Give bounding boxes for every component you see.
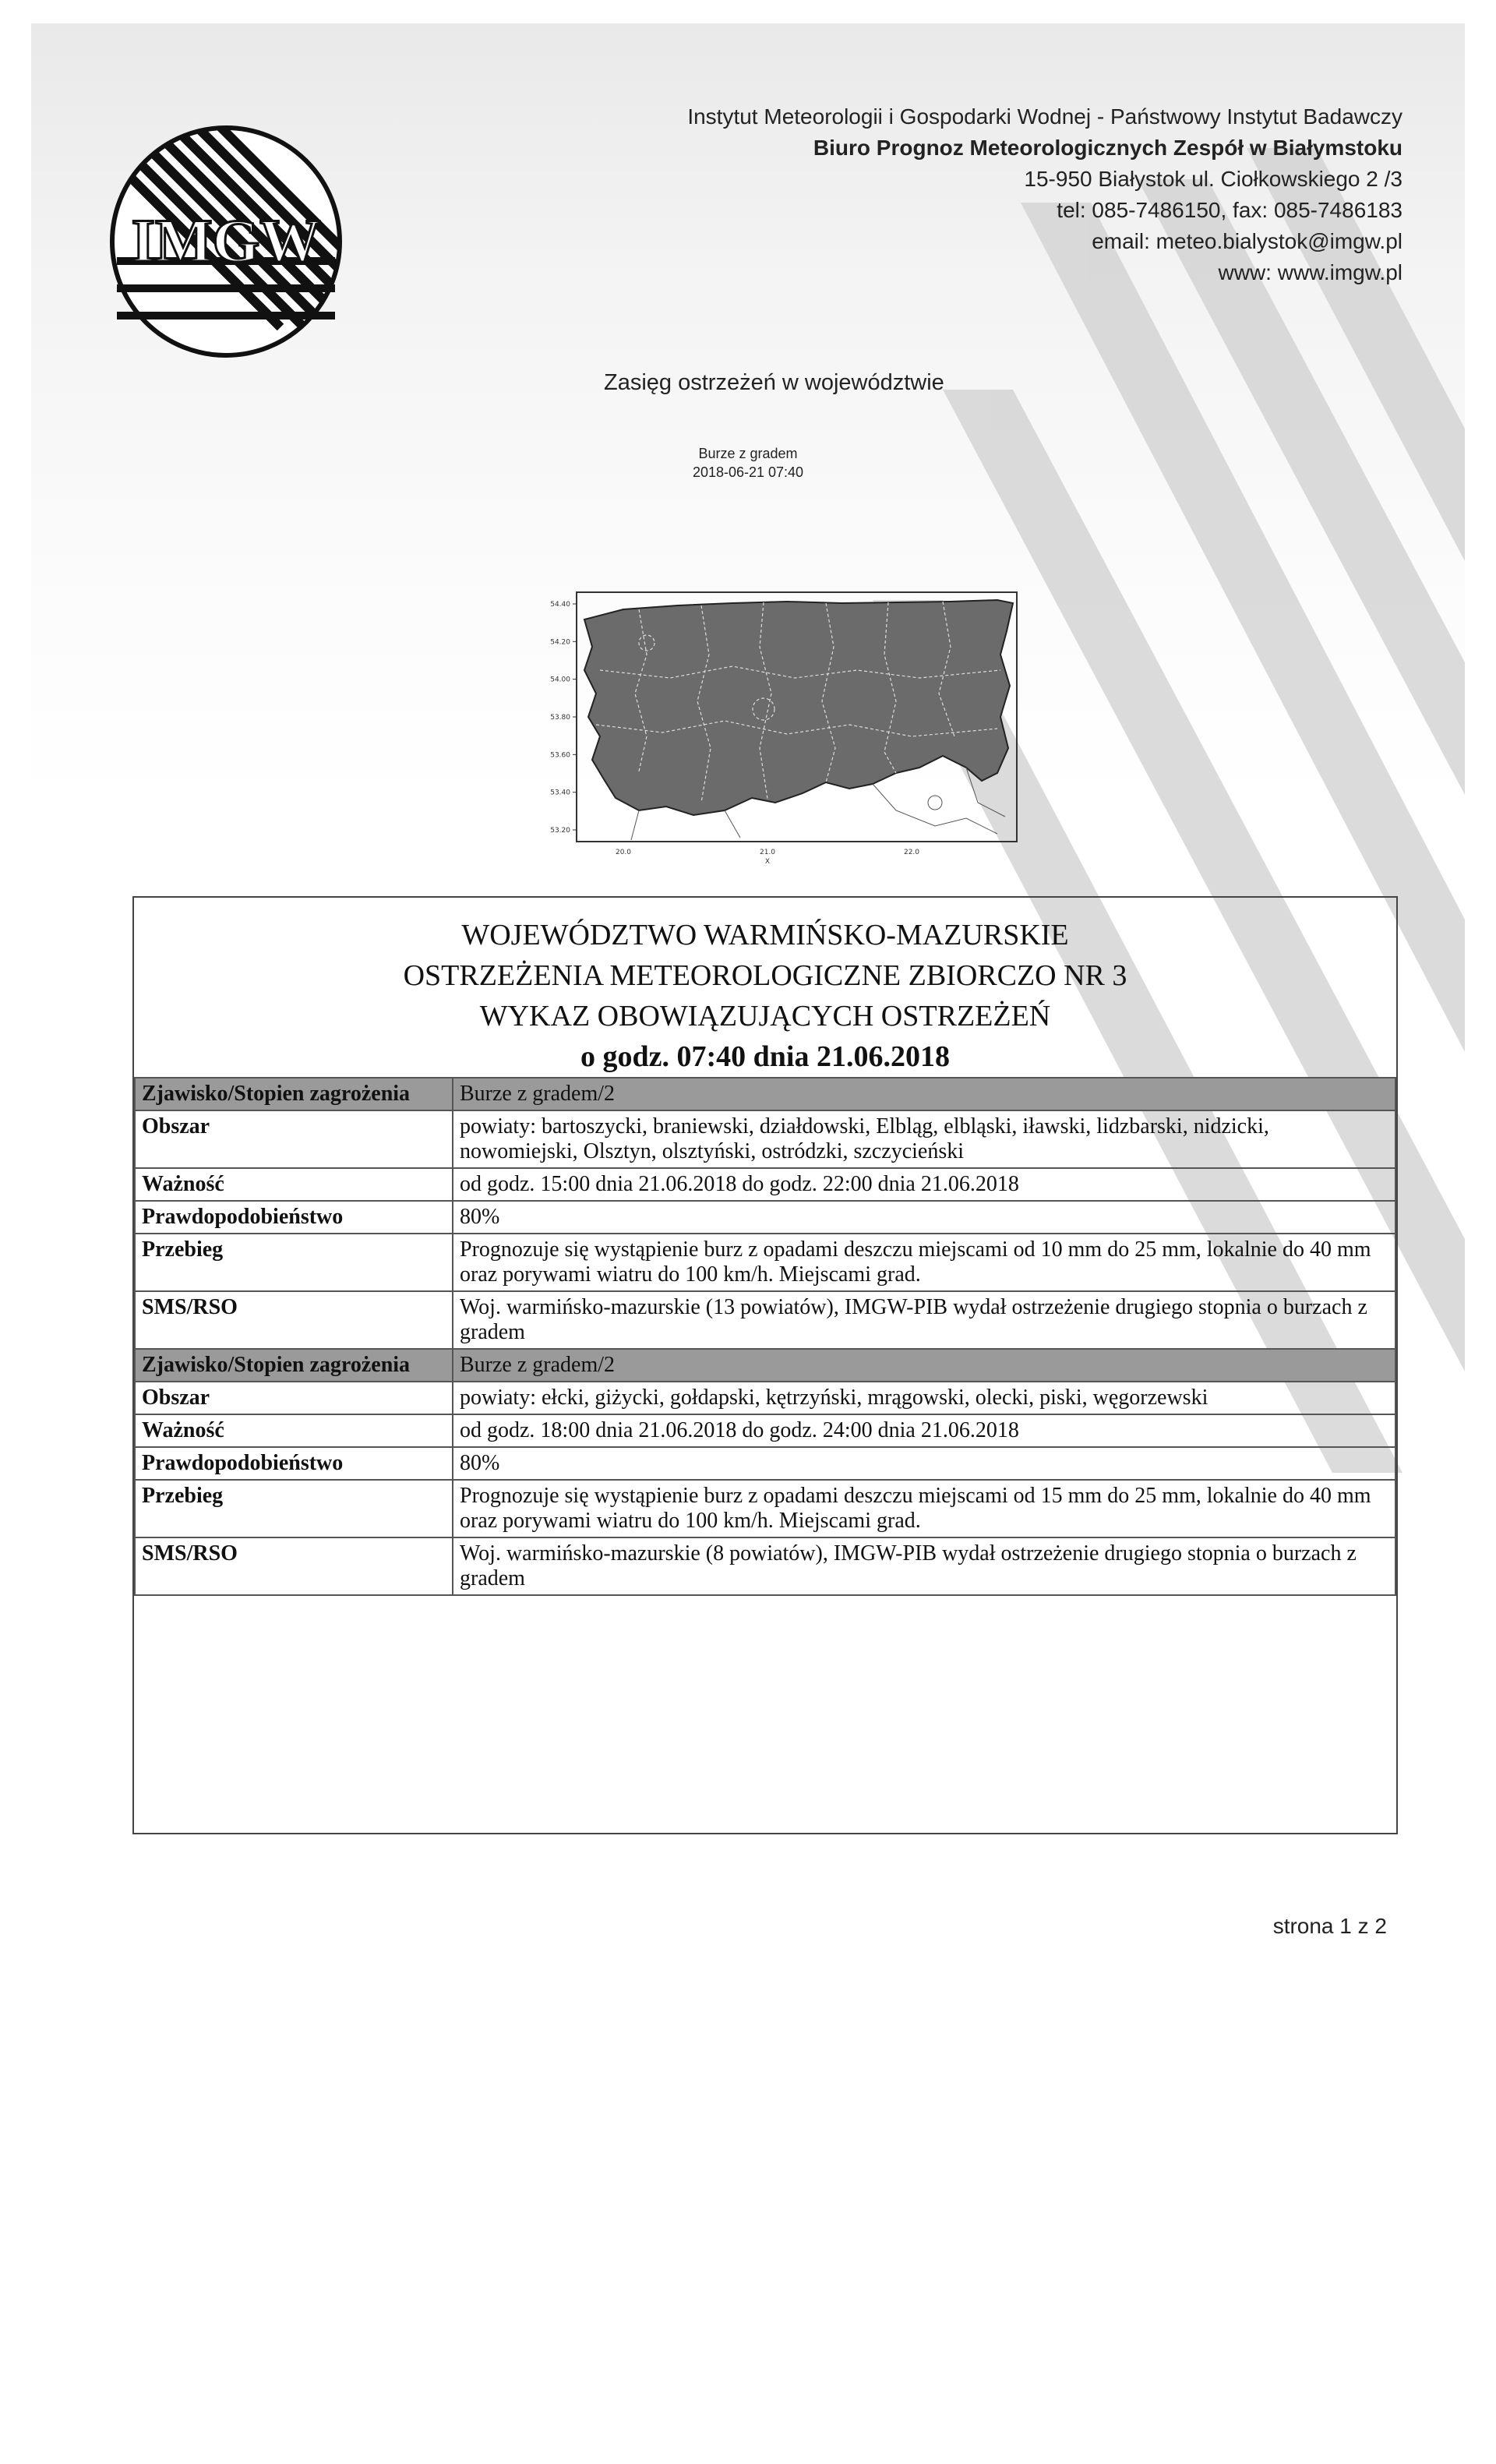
validity-row-value: od godz. 18:00 dnia 21.06.2018 do godz. 24:00 dnia 21.06.2018	[453, 1414, 1395, 1447]
issue-datetime: o godz. 07:40 dnia 21.06.2018	[580, 1040, 950, 1073]
sms-row-label: SMS/RSO	[135, 1291, 453, 1349]
description-row-label: Przebieg	[135, 1234, 453, 1291]
description-row	[135, 1480, 1395, 1537]
probability-row-label: Prawdopodobieństwo	[135, 1201, 453, 1234]
validity-row-value: od godz. 15:00 dnia 21.06.2018 do godz. 22:00 dnia 21.06.2018	[453, 1168, 1395, 1201]
email: email: meteo.bialystok@imgw.pl	[1092, 229, 1402, 253]
map-x-tick: 22.0	[903, 849, 920, 856]
description-row	[135, 1234, 1395, 1291]
warning-header-label: Zjawisko/Stopien zagrożenia	[135, 1078, 453, 1110]
warning-map	[530, 569, 1028, 881]
sms-row	[135, 1537, 1395, 1595]
warnings-table	[134, 1077, 1396, 1596]
map-y-tick: 53.80	[550, 714, 570, 722]
address: 15-950 Białystok ul. Ciołkowskiego 2 /3	[1024, 167, 1402, 191]
warning-header-value: Burze z gradem/2	[453, 1078, 1395, 1110]
map-x-axis-label: X	[764, 858, 771, 866]
map-y-tick: 54.00	[550, 676, 570, 684]
probability-row-value: 80%	[453, 1447, 1395, 1480]
validity-row	[135, 1414, 1395, 1447]
probability-row	[135, 1447, 1395, 1480]
sms-row-value: Woj. warmińsko-mazurskie (13 powiatów), IMGW-PIB wydał ostrzeżenie drugiego stopnia o burzach z gradem	[453, 1291, 1395, 1349]
institute-name: Instytut Meteorologii i Gospodarki Wodnej - Państwowy Instytut Badawczy	[687, 104, 1402, 129]
area-row-label: Obszar	[135, 1110, 453, 1168]
bulletin-title: OSTRZEŻENIA METEOROLOGICZNE ZBIORCZO NR 3	[403, 959, 1127, 992]
logo-text: IMGW	[131, 207, 321, 274]
map-phenomenon: Burze z gradem	[698, 446, 798, 461]
website: www: www.imgw.pl	[1218, 260, 1402, 284]
map-title: Zasięg ostrzeżeń w województwie	[604, 370, 944, 395]
warning-header-value: Burze z gradem/2	[453, 1349, 1395, 1382]
probability-row	[135, 1201, 1395, 1234]
region-shape	[584, 600, 1013, 815]
area-row-value: powiaty: ełcki, giżycki, gołdapski, kętrzyński, mrągowski, olecki, piski, węgorzewski	[453, 1382, 1395, 1414]
map-datetime: 2018-06-21 07:40	[692, 464, 804, 480]
warning-header	[135, 1078, 1395, 1110]
map-y-tick: 54.20	[550, 638, 570, 647]
description-row-value: Prognozuje się wystąpienie burz z opadami deszczu miejscami od 15 mm do 25 mm, lokalnie do 40 mm oraz porywami wiatru do 100 km/h. Miejscami grad.	[453, 1480, 1395, 1537]
region-title: WOJEWÓDZTWO WARMIŃSKO-MAZURSKIE	[461, 919, 1069, 951]
area-row-label: Obszar	[135, 1382, 453, 1414]
map-subtitle	[639, 444, 857, 482]
map-y-tick: 53.20	[550, 827, 570, 835]
sms-row	[135, 1291, 1395, 1349]
probability-row-value: 80%	[453, 1201, 1395, 1234]
phone-fax: tel: 085-7486150, fax: 085-7486183	[1057, 198, 1402, 222]
sms-row-label: SMS/RSO	[135, 1537, 453, 1595]
map-y-tick: 53.40	[550, 789, 570, 797]
validity-row-label: Ważność	[135, 1414, 453, 1447]
sms-row-value: Woj. warmińsko-mazurskie (8 powiatów), IMGW-PIB wydał ostrzeżenie drugiego stopnia o burzach z gradem	[453, 1537, 1395, 1595]
warning-header	[135, 1349, 1395, 1382]
map-y-tick: 54.40	[550, 601, 570, 609]
warnings-heading	[134, 898, 1396, 1077]
validity-row	[135, 1168, 1395, 1201]
institute-header	[687, 101, 1402, 288]
warnings-document	[132, 896, 1398, 1834]
page-number: strona 1 z 2	[1272, 1914, 1387, 1938]
map-x-tick: 21.0	[759, 849, 776, 856]
map-y-tick: 53.60	[550, 751, 570, 760]
description-row-value: Prognozuje się wystąpienie burz z opadami deszczu miejscami od 10 mm do 25 mm, lokalnie do 40 mm oraz porywami wiatru do 100 km/h. Miejscami grad.	[453, 1234, 1395, 1291]
list-title: WYKAZ OBOWIĄZUJĄCYCH OSTRZEŻEŃ	[479, 1000, 1051, 1033]
map-x-tick: 20.0	[615, 849, 632, 856]
office-name: Biuro Prognoz Meteorologicznych Zespół w Białymstoku	[813, 136, 1402, 160]
area-row	[135, 1382, 1395, 1414]
validity-row-label: Ważność	[135, 1168, 453, 1201]
area-row-value: powiaty: bartoszycki, braniewski, działdowski, Elbląg, elbląski, iławski, lidzbarski, nidzicki, nowomiejski, Olsztyn, olsztyński, ostródzki, szczycieński	[453, 1110, 1395, 1168]
area-row	[135, 1110, 1395, 1168]
description-row-label: Przebieg	[135, 1480, 453, 1537]
imgw-logo	[109, 125, 343, 358]
warning-header-label: Zjawisko/Stopien zagrożenia	[135, 1349, 453, 1382]
scanned-page	[31, 23, 1465, 2026]
probability-row-label: Prawdopodobieństwo	[135, 1447, 453, 1480]
